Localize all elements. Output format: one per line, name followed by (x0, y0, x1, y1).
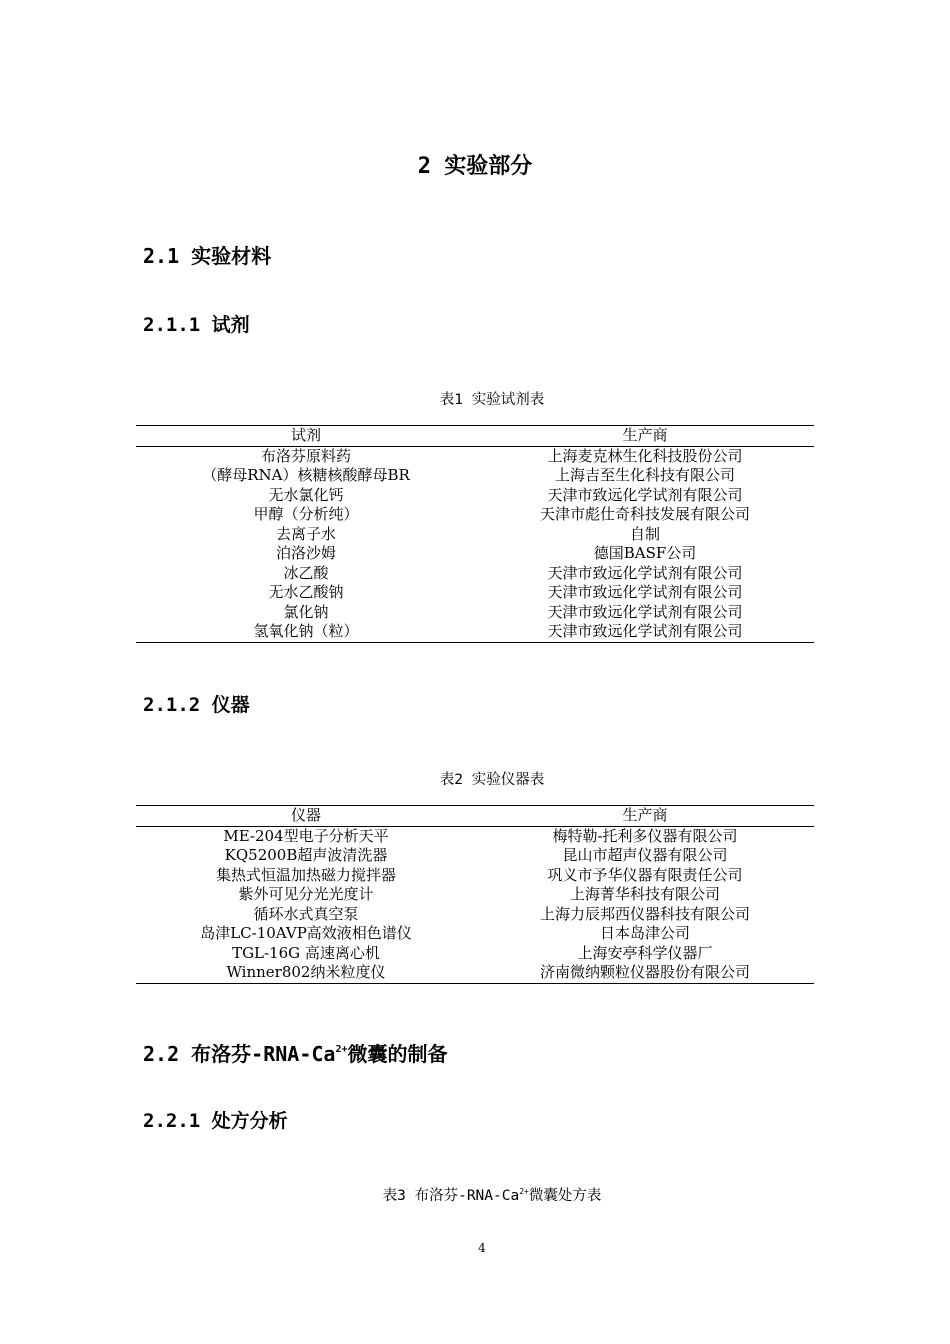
subsection-heading-2-1-2: 2.1.2 仪器 (143, 694, 250, 716)
manufacturer-cell: 上海力辰邦西仪器科技有限公司 (539, 904, 750, 923)
section-2-2-prefix: 2.2 布洛芬-RNA-Ca (143, 1042, 336, 1066)
instrument-cell: Winner802纳米粒度仪 (226, 963, 386, 981)
manufacturer-cell: 上海麦克林生化科技股份公司 (547, 446, 743, 465)
reagent-cell: 冰乙酸 (283, 563, 329, 582)
table-header-row (136, 806, 814, 827)
section-heading-2-2 (143, 1040, 448, 1068)
reagent-cell: 布洛芬原料药 (260, 446, 351, 465)
table-row (136, 525, 814, 545)
table-row (136, 924, 814, 944)
table3-caption (0, 1186, 950, 1206)
manufacturer-cell: 天津市致远化学试剂有限公司 (547, 622, 743, 640)
subsection-heading-2-1-1: 2.1.1 试剂 (143, 314, 250, 336)
table-row (136, 905, 814, 925)
page-number: 4 (478, 1241, 486, 1255)
manufacturer-cell: 日本岛津公司 (599, 924, 690, 942)
instrument-cell: 紫外可见分光光度计 (238, 885, 374, 903)
manufacturer-cell: 上海吉至生化科技有限公司 (554, 466, 735, 484)
table3-caption-superscript: 2+ (519, 1187, 529, 1196)
manufacturer-cell: 自制 (629, 524, 660, 543)
table-row (136, 446, 814, 466)
column-header-instrument: 仪器 (290, 806, 321, 824)
manufacturer-cell: 天津市致远化学试剂有限公司 (547, 485, 743, 504)
manufacturer-cell: 天津市致远化学试剂有限公司 (547, 563, 743, 582)
reagent-cell: 甲醇（分析纯） (253, 505, 359, 523)
table-row (136, 944, 814, 964)
reagent-cell: 无水乙酸钠 (268, 583, 344, 601)
manufacturer-cell: 梅特勒-托利多仪器有限公司 (552, 826, 738, 845)
column-header-reagent: 试剂 (290, 426, 321, 444)
manufacturer-cell: 上海安亭科学仪器厂 (577, 943, 713, 962)
subsection-heading-2-2-1: 2.2.1 处方分析 (143, 1110, 288, 1132)
table-row (136, 583, 814, 603)
section-2-2-suffix: 微囊的制备 (347, 1042, 448, 1066)
reagent-cell: （酵母RNA）核糖核酸酵母BR (202, 466, 410, 484)
reagents-table (136, 425, 814, 643)
column-header-manufacturer: 生产商 (622, 806, 668, 824)
manufacturer-cell: 天津市致远化学试剂有限公司 (547, 583, 743, 601)
table-row (136, 466, 814, 486)
table-row (136, 866, 814, 886)
reagent-cell: 无水氯化钙 (268, 485, 344, 504)
instrument-cell: 循环水式真空泵 (253, 904, 359, 923)
manufacturer-cell: 巩义市予华仪器有限责任公司 (547, 865, 743, 884)
table-row (136, 603, 814, 623)
table3-caption-suffix: 微囊处方表 (528, 1188, 602, 1204)
reagent-cell: 氢氧化钠（粒） (253, 622, 359, 640)
table-row (136, 564, 814, 584)
reagent-cell: 氯化钠 (283, 602, 329, 621)
table1-caption: 表1 实验试剂表 (439, 392, 545, 408)
table3-caption-prefix: 表3 布洛芬-RNA-Ca (382, 1188, 520, 1204)
table-row (136, 826, 814, 846)
reagent-cell: 去离子水 (275, 524, 336, 543)
section-2-2-superscript: 2+ (335, 1044, 348, 1055)
reagent-cell: 泊洛沙姆 (275, 544, 336, 562)
column-header-manufacturer: 生产商 (622, 426, 668, 444)
table2-caption: 表2 实验仪器表 (439, 772, 545, 788)
instrument-cell: KQ5200B超声波清洗器 (224, 846, 388, 864)
table-row (136, 622, 814, 642)
manufacturer-cell: 昆山市超声仪器有限公司 (562, 846, 728, 864)
instrument-cell: ME-204型电子分析天平 (223, 826, 389, 845)
manufacturer-cell: 天津市彪仕奇科技发展有限公司 (539, 505, 750, 523)
manufacturer-cell: 德国BASF公司 (593, 544, 697, 562)
table-row (136, 846, 814, 866)
table-header-row (136, 426, 814, 447)
instrument-cell: 岛津LC-10AVP高效液相色谱仪 (200, 924, 412, 942)
table-row (136, 544, 814, 564)
instrument-cell: TGL-16G 高速离心机 (232, 943, 380, 962)
instrument-cell: 集热式恒温加热磁力搅拌器 (215, 865, 396, 884)
table-row (136, 486, 814, 506)
manufacturer-cell: 上海菁华科技有限公司 (569, 885, 720, 903)
manufacturer-cell: 天津市致远化学试剂有限公司 (547, 602, 743, 621)
manufacturer-cell: 济南微纳颗粒仪器股份有限公司 (539, 963, 750, 981)
table-row (136, 963, 814, 983)
instruments-table (136, 805, 814, 984)
table-row (136, 505, 814, 525)
chapter-title: 2 实验部分 (417, 154, 533, 179)
table-row (136, 885, 814, 905)
section-heading-2-1: 2.1 实验材料 (143, 244, 272, 268)
